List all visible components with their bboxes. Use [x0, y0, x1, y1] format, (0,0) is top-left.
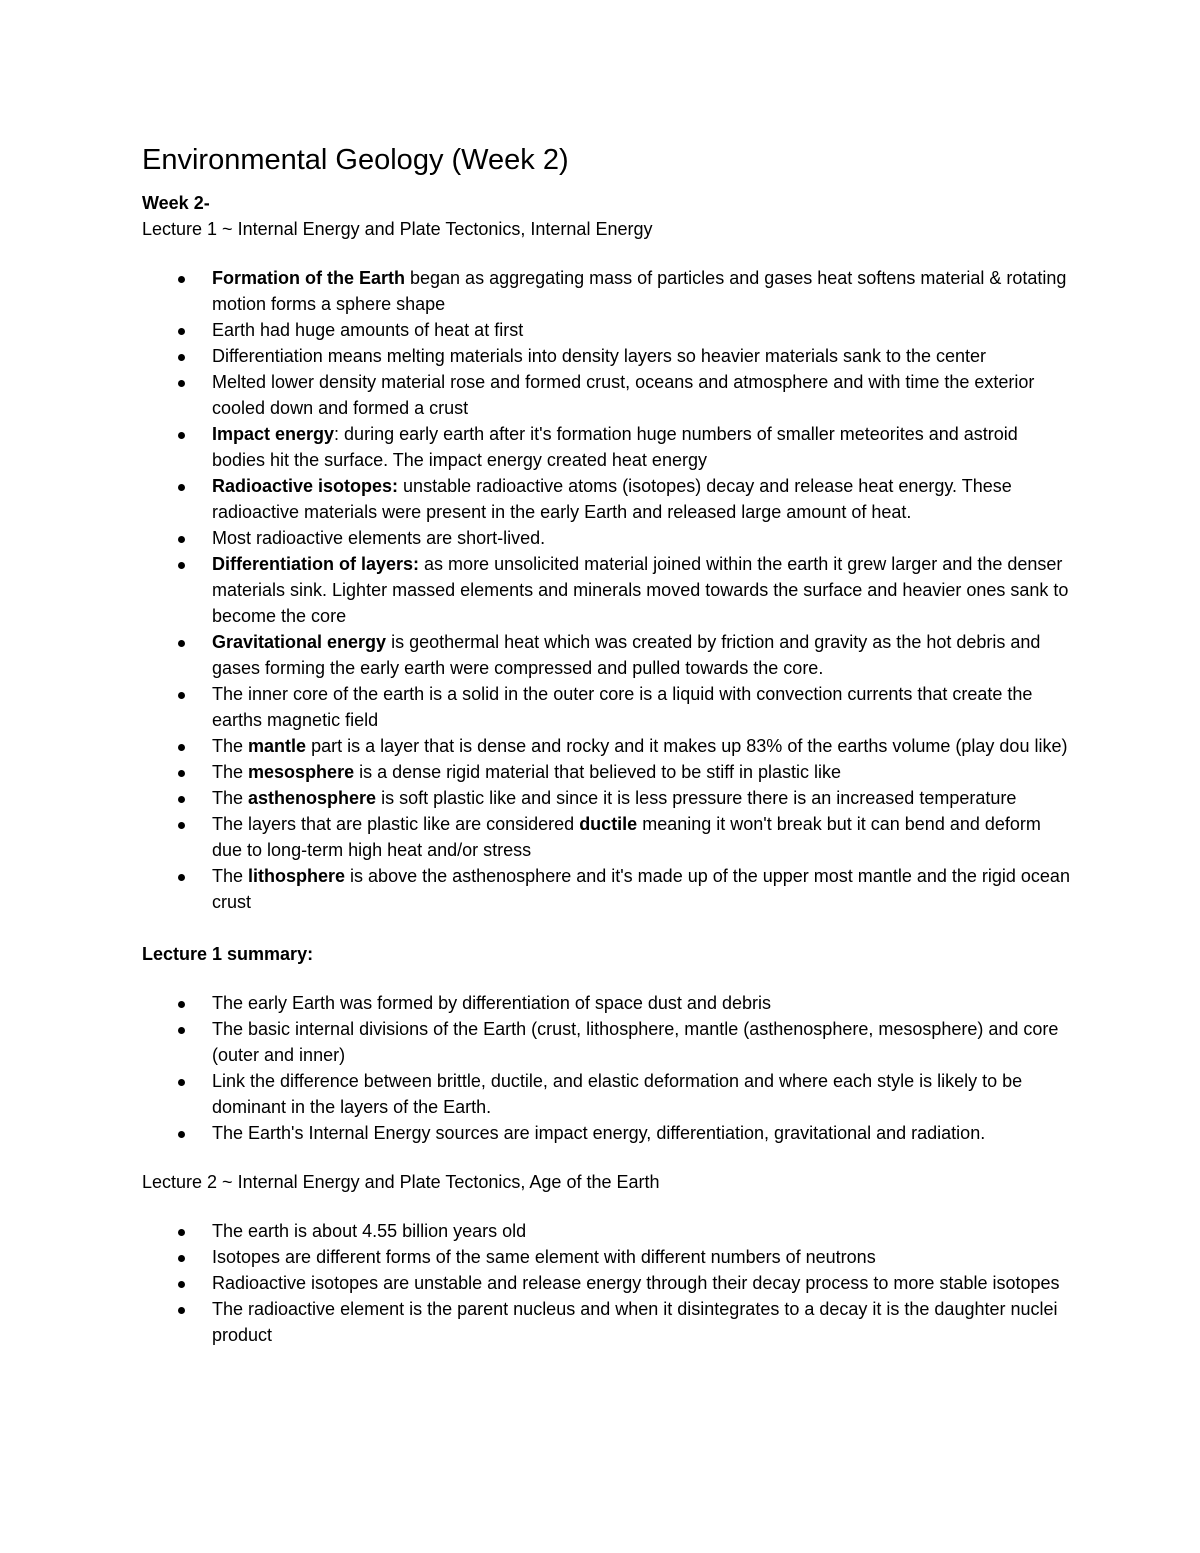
bullet-icon: [178, 328, 185, 335]
list-item: [142, 1270, 1072, 1296]
item-text-prefix: The: [212, 762, 249, 782]
item-term: mantle: [248, 736, 307, 756]
bullet-icon: [178, 1131, 185, 1138]
list-item: [142, 811, 1072, 863]
item-text: Earth had huge amounts of heat at first: [212, 320, 524, 340]
item-text-prefix: The layers that are plastic like are considered: [212, 814, 580, 834]
document-page: [142, 140, 1072, 1348]
item-text: is soft plastic like and since it is less pressure there is an increased temperature: [376, 788, 1017, 808]
list-item: [142, 525, 1072, 551]
list-item: [142, 1068, 1072, 1120]
item-term: Impact energy: [212, 424, 335, 444]
item-text: is geothermal heat which was created by friction and gravity as the hot debris and gases forming the early earth were compressed and pulled towards the core.: [212, 632, 1041, 678]
bullet-icon: [178, 1307, 185, 1314]
document-title: Environmental Geology (Week 2): [142, 144, 569, 176]
item-text: Link the difference between brittle, ductile, and elastic deformation and where each style is likely to be dominant in the layers of the Earth.: [212, 1071, 1023, 1117]
item-text-prefix: The: [212, 736, 249, 756]
week-heading: Week 2-: [142, 193, 210, 213]
item-term: mesosphere: [248, 762, 355, 782]
lecture-2-list: [142, 1218, 1072, 1348]
item-text: is above the asthenosphere and it's made up of the upper most mantle and the rigid ocean crust: [212, 866, 1070, 912]
item-text: began as aggregating mass of particles and gases heat softens material & rotating motion forms a sphere shape: [212, 268, 1067, 314]
item-term: Radioactive isotopes:: [212, 476, 399, 496]
item-text: unstable radioactive atoms (isotopes) decay and release heat energy. These radioactive materials were present in the early Earth and released large amount of heat.: [212, 476, 1012, 522]
item-text: part is a layer that is dense and rocky and it makes up 83% of the earths volume (play dou like): [306, 736, 1068, 756]
list-item: [142, 1218, 1072, 1244]
item-term: lithosphere: [248, 866, 346, 886]
item-term: Formation of the Earth: [212, 268, 405, 288]
list-item: [142, 551, 1072, 629]
bullet-icon: [178, 874, 185, 881]
item-text: Differentiation means melting materials into density layers so heavier materials sank to the center: [212, 346, 987, 366]
bullet-icon: [178, 1001, 185, 1008]
list-item: [142, 369, 1072, 421]
list-item: [142, 681, 1072, 733]
bullet-icon: [178, 1027, 185, 1034]
item-text: The early Earth was formed by differentiation of space dust and debris: [212, 993, 771, 1013]
item-text-prefix: The: [212, 866, 249, 886]
bullet-icon: [178, 1255, 185, 1262]
list-item: [142, 990, 1072, 1016]
bullet-icon: [178, 484, 185, 491]
bullet-icon: [178, 640, 185, 647]
lecture-1-heading: Lecture 1 ~ Internal Energy and Plate Tectonics, Internal Energy: [142, 219, 653, 239]
bullet-icon: [178, 562, 185, 569]
item-text: The basic internal divisions of the Earth (crust, lithosphere, mantle (asthenosphere, mesosphere) and core (outer and inner): [212, 1019, 1059, 1065]
list-item: [142, 265, 1072, 317]
summary-list: [142, 990, 1072, 1146]
bullet-icon: [178, 380, 185, 387]
item-text: The radioactive element is the parent nucleus and when it disintegrates to a decay it is the daughter nuclei product: [212, 1299, 1058, 1345]
item-text-prefix: The: [212, 788, 249, 808]
item-text: : during early earth after it's formation huge numbers of smaller meteorites and astroid bodies hit the surface. The impact energy created heat energy: [212, 424, 1018, 470]
list-item: [142, 785, 1072, 811]
bullet-icon: [178, 692, 185, 699]
list-item: [142, 473, 1072, 525]
lecture-2-heading: Lecture 2 ~ Internal Energy and Plate Tectonics, Age of the Earth: [142, 1172, 660, 1192]
list-item: [142, 421, 1072, 473]
item-text: is a dense rigid material that believed to be stiff in plastic like: [354, 762, 842, 782]
bullet-icon: [178, 354, 185, 361]
list-item: [142, 1016, 1072, 1068]
list-item: [142, 1120, 1072, 1146]
list-item: [142, 863, 1072, 915]
item-text: Radioactive isotopes are unstable and release energy through their decay process to more stable isotopes: [212, 1273, 1060, 1293]
item-term: Gravitational energy: [212, 632, 387, 652]
item-text: Melted lower density material rose and formed crust, oceans and atmosphere and with time the exterior cooled down and formed a crust: [212, 372, 1035, 418]
list-item: [142, 317, 1072, 343]
list-item: [142, 1244, 1072, 1270]
bullet-icon: [178, 822, 185, 829]
lecture-1-list: [142, 265, 1072, 915]
item-text: Isotopes are different forms of the same element with different numbers of neutrons: [212, 1247, 876, 1267]
item-text: meaning it won't break but it can bend and deform due to long-term high heat and/or stress: [212, 814, 1041, 860]
bullet-icon: [178, 744, 185, 751]
list-item: [142, 629, 1072, 681]
item-text: The Earth's Internal Energy sources are impact energy, differentiation, gravitational and radiation.: [212, 1123, 986, 1143]
bullet-icon: [178, 276, 185, 283]
bullet-icon: [178, 1079, 185, 1086]
bullet-icon: [178, 432, 185, 439]
item-text: Most radioactive elements are short-lived.: [212, 528, 546, 548]
item-term: asthenosphere: [248, 788, 377, 808]
bullet-icon: [178, 796, 185, 803]
item-term: ductile: [579, 814, 638, 834]
bullet-icon: [178, 536, 185, 543]
list-item: [142, 343, 1072, 369]
item-text: The inner core of the earth is a solid in the outer core is a liquid with convection currents that create the earths magnetic field: [212, 684, 1033, 730]
item-text: The earth is about 4.55 billion years old: [212, 1221, 527, 1241]
list-item: [142, 1296, 1072, 1348]
bullet-icon: [178, 770, 185, 777]
list-item: [142, 733, 1072, 759]
item-term: Differentiation of layers:: [212, 554, 420, 574]
list-item: [142, 759, 1072, 785]
bullet-icon: [178, 1229, 185, 1236]
bullet-icon: [178, 1281, 185, 1288]
lecture-1-summary-heading: Lecture 1 summary:: [142, 944, 314, 964]
item-text: as more unsolicited material joined within the earth it grew larger and the denser materials sink. Lighter massed elements and minerals moved towards the surface and heavier ones sank to become the core: [212, 554, 1069, 626]
